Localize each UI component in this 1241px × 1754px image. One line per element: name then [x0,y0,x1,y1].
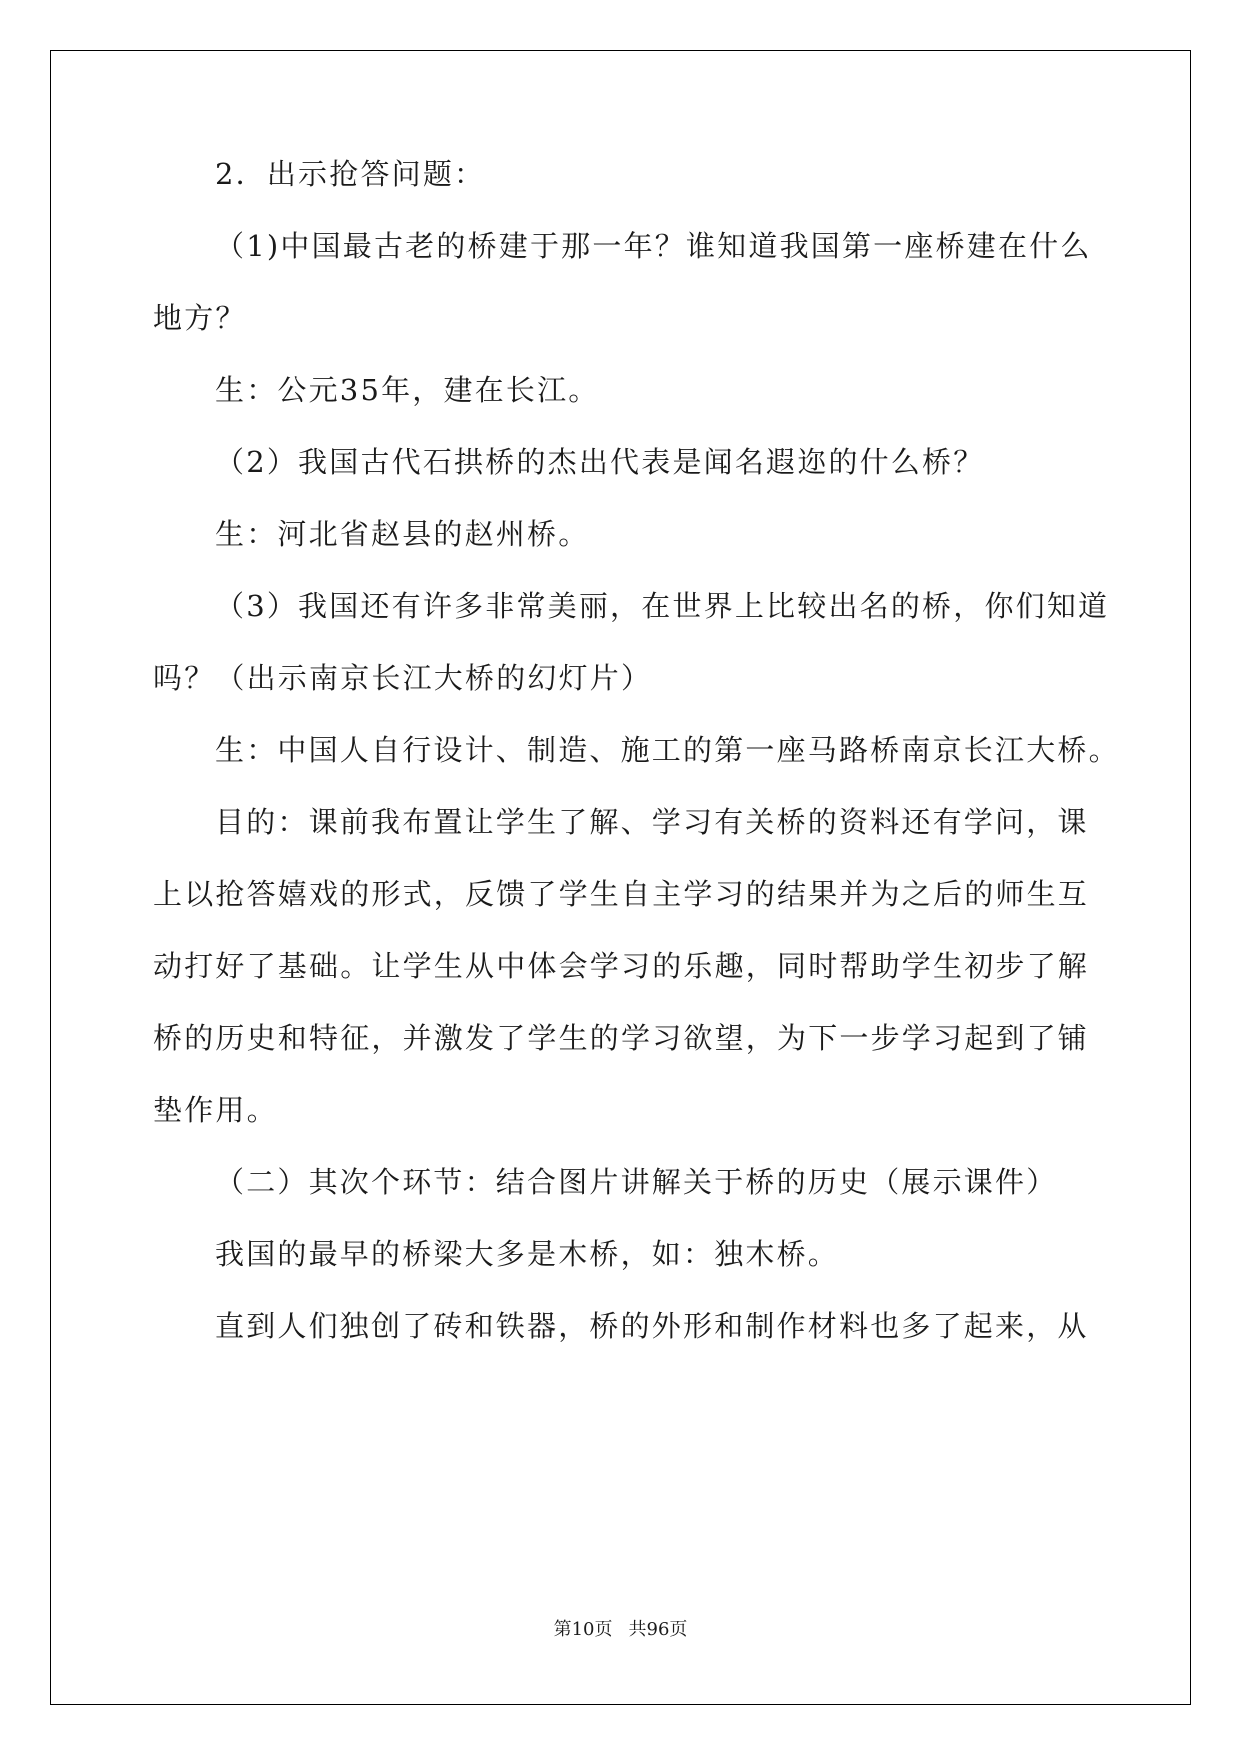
page-total: 共96页 [628,1619,688,1640]
text-line: 目的：课前我布置让学生了解、学习有关桥的资料还有学问，课 [215,805,1089,839]
text-line: （2）我国古代石拱桥的杰出代表是闻名遐迩的什么桥？ [215,445,985,479]
section-heading: （二）其次个环节：结合图片讲解关于桥的历史（展示课件） [215,1165,1058,1199]
text-line: 生：河北省赵县的赵州桥。 [215,517,590,551]
text-line: 地方？ [153,301,247,335]
text-line: （1)中国最古老的桥建于那一年？谁知道我国第一座桥建在什么 [215,229,1092,263]
text-line: 我国的最早的桥梁大多是木桥，如：独木桥。 [215,1237,840,1271]
question-heading: 2．出示抢答问题： [215,157,486,191]
text-line: 上以抢答嬉戏的形式，反馈了学生自主学习的结果并为之后的师生互 [153,877,1090,911]
page-number: 第10页 [553,1619,613,1640]
page-footer [0,1618,1241,1642]
text-line: 生：中国人自行设计、制造、施工的第一座马路桥南京长江大桥。 [215,733,1120,767]
text-line: 生：公元35年，建在长江。 [215,373,600,407]
text-line: 动打好了基础。让学生从中体会学习的乐趣，同时帮助学生初步了解 [153,949,1090,983]
text-line: 吗？（出示南京长江大桥的幻灯片） [153,661,653,695]
text-line: 直到人们独创了砖和铁器，桥的外形和制作材料也多了起来，从 [215,1309,1089,1343]
text-line: （3）我国还有许多非常美丽，在世界上比较出名的桥，你们知道 [215,589,1110,623]
text-line: 垫作用。 [153,1093,278,1127]
text-line: 桥的历史和特征，并激发了学生的学习欲望，为下一步学习起到了铺 [153,1021,1090,1055]
